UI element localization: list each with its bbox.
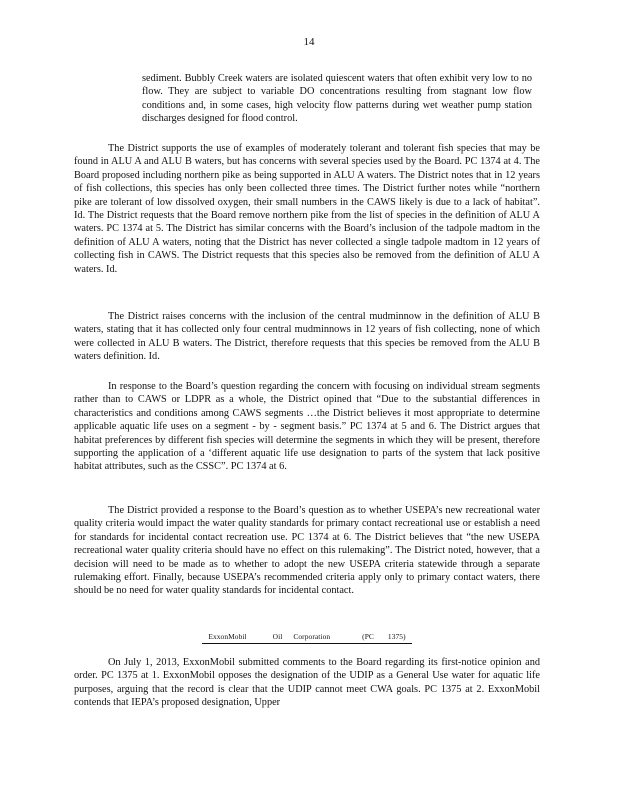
- heading-word-corporation: Corporation: [293, 632, 331, 641]
- section-heading-underlined: [202, 632, 411, 644]
- paragraph-district-fish-species: The District supports the use of examples of moderately tolerant and tolerant fish species that may be found in ALU A and ALU B waters, but has concerns with several species used by the Board. PC 1374 at 4. The Board proposed including northern pike as being supported in ALU A waters. The District notes that in 12 years of fish collections, this species has only been collected three times. The District further notes while “northern pike are tolerant of low dissolved oxygen, their small numbers in the CAWS likely is due to a lack of habitat”. Id. The District requests that the Board remove northern pike from the list of species in the definition of ALU A waters. PC 1374 at 5. The District has similar concerns with the Board’s inclusion of the tadpole madtom in the definition of ALU A waters, noting that the District has never collected a single tadpole madtom in 12 years of collecting fish in CAWS. The District requests that this species also be removed from the definition of ALU A waters. Id.: [74, 143, 540, 275]
- page-number: 14: [303, 36, 315, 48]
- heading-company: ExxonMobil: [208, 632, 247, 641]
- heading-word-oil: Oil: [272, 632, 283, 641]
- paragraph-segment-basis: In response to the Board’s question regarding the concern with focusing on individual stream segments rather than to CAWS or LDPR as a whole, the District opined that “Due to the substantial differences in characteristics and conditions among CAWS segments …the District believes it most appropriate to determine applicable aquatic life uses on a segment - by - segment basis.” PC 1374 at 5 and 6. The District argues that habitat preferences by different fish species will determine the segments in which they will be present, therefore supporting the application of a ‘different aquatic life use designation to parts of the system that lack positive habitat attributes, such as the CSSC”. PC 1374 at 6.: [74, 381, 540, 473]
- paragraph-exxonmobil-comments: On July 1, 2013, ExxonMobil submitted comments to the Board regarding its first-notice opinion and order. PC 1375 at 1. ExxonMobil opposes the designation of the UDIP as a General Use water for aquatic life purposes, arguing that the record is clear that the UDIP cannot meet CWA goals. PC 1375 at 2. ExxonMobil contends that IEPA’s proposed designation, Upper: [74, 657, 540, 709]
- section-heading: [74, 630, 540, 644]
- paragraph-usepa-criteria: The District provided a response to the Board’s question as to whether USEPA’s new recreational water quality criteria would impact the water quality standards for primary contact recreational use or establish a need for standards for incidental contact recreation use. PC 1374 at 6. The District believes that “the new USEPA recreational water quality criteria should have no effect on this rulemaking”. The District noted, however, that a decision will need to be made as to whether to adopt the new USEPA criteria statewide through a separate rulemaking effort. Finally, because USEPA’s recommended criteria apply only to primary contact waters, there should be no need for water quality standards for incidental contact.: [74, 505, 540, 597]
- heading-pc-close: 1375): [387, 632, 406, 641]
- heading-pc-open: (PC: [362, 632, 374, 641]
- paragraph-central-mudminnow: The District raises concerns with the inclusion of the central mudminnow in the definition of ALU B waters, stating that it has collected only four central mudminnows in 12 years of fish collecting, none of which were collected in ALU B waters. The District, therefore requests that this species be removed from the ALU B waters definition. Id.: [74, 311, 540, 363]
- paragraph-bubbly-creek: sediment. Bubbly Creek waters are isolated quiescent waters that often exhibit very low to no flow. They are subject to variable DO concentrations resulting from stagnant low flow conditions and, in some cases, high velocity flow patterns during wet weather pump station discharges designed for flood control.: [142, 73, 532, 125]
